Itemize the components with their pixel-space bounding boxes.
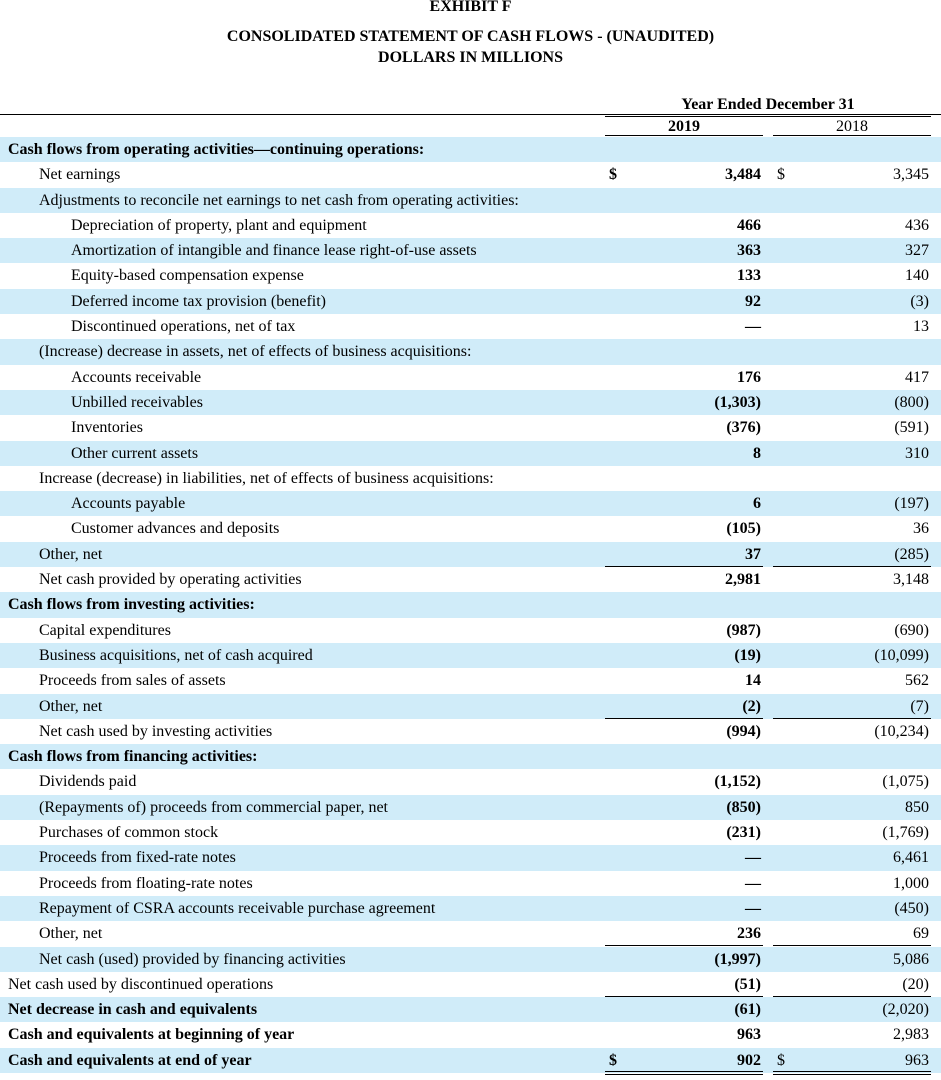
value-2019: 902 xyxy=(737,1051,761,1069)
table-row xyxy=(0,820,941,845)
total-double-rule xyxy=(605,1071,763,1075)
value-2018: (10,234) xyxy=(874,722,929,740)
table-row xyxy=(0,896,941,921)
period-header: Year Ended December 31 xyxy=(681,96,855,113)
table-row xyxy=(0,719,941,744)
statement-title: CONSOLIDATED STATEMENT OF CASH FLOWS - (UNAUDITED) xyxy=(226,28,715,45)
value-2018: 140 xyxy=(905,267,929,285)
value-2019: — xyxy=(745,899,761,917)
table-row xyxy=(0,491,941,516)
value-2018: (1,075) xyxy=(882,773,929,791)
currency-symbol-2019: $ xyxy=(609,1051,617,1069)
row-label: Customer advances and deposits xyxy=(71,520,280,538)
exhibit-label: EXHIBIT F xyxy=(429,0,512,15)
table-row xyxy=(0,213,941,238)
row-label: Inventories xyxy=(71,419,143,437)
table-row xyxy=(0,668,941,693)
row-label: Net earnings xyxy=(39,166,121,184)
row-label: Adjustments to reconcile net earnings to net cash from operating activities: xyxy=(39,191,519,209)
value-2018: (10,099) xyxy=(874,646,929,664)
value-2018: (450) xyxy=(894,899,929,917)
row-label: Cash flows from financing activities: xyxy=(8,748,258,766)
row-label: Accounts payable xyxy=(71,495,186,513)
value-2019: 963 xyxy=(737,1026,761,1044)
value-2018: 850 xyxy=(905,798,929,816)
table-row xyxy=(0,441,941,466)
value-2018: (690) xyxy=(894,621,929,639)
table-row xyxy=(0,314,941,339)
row-label: Other current assets xyxy=(71,444,199,462)
table-row xyxy=(0,188,941,213)
table-row xyxy=(0,694,941,719)
table-row xyxy=(0,618,941,643)
value-2018: 327 xyxy=(905,242,929,260)
value-2019: 37 xyxy=(745,545,761,563)
value-2018: 562 xyxy=(905,672,929,690)
value-2019: — xyxy=(745,874,761,892)
row-label: Depreciation of property, plant and equipment xyxy=(71,216,367,234)
table-row xyxy=(0,921,941,946)
value-2019: 176 xyxy=(737,368,761,386)
currency-symbol-2019: $ xyxy=(609,166,617,184)
table-row xyxy=(0,263,941,288)
row-label: Cash flows from operating activities—continuing operations: xyxy=(8,141,425,158)
value-2019: 2,981 xyxy=(725,571,761,589)
row-label: Dividends paid xyxy=(39,773,137,791)
value-2018: (1,769) xyxy=(882,824,929,842)
table-row xyxy=(0,871,941,896)
value-2019: (1,303) xyxy=(714,393,761,411)
currency-symbol-2018: $ xyxy=(777,1051,785,1069)
value-2019: (376) xyxy=(726,419,761,437)
table-row xyxy=(0,845,941,870)
value-2019: 6 xyxy=(753,495,761,513)
value-2019: 466 xyxy=(737,216,761,234)
table-row xyxy=(0,542,941,567)
table-row xyxy=(0,643,941,668)
row-label: Discontinued operations, net of tax xyxy=(71,318,296,336)
row-label: Net decrease in cash and equivalents xyxy=(8,1001,258,1019)
table-row xyxy=(0,466,941,491)
cash-flow-table xyxy=(0,137,941,1073)
value-2019: 3,484 xyxy=(725,166,761,184)
row-label: Other, net xyxy=(39,697,103,715)
value-2018: 2,983 xyxy=(893,1026,929,1044)
row-label: Net cash provided by operating activities xyxy=(39,571,302,589)
row-label: (Increase) decrease in assets, net of effects of business acquisitions: xyxy=(39,343,472,361)
row-label: Equity-based compensation expense xyxy=(71,267,304,285)
row-label: Cash and equivalents at end of year xyxy=(8,1051,252,1069)
row-label: Repayment of CSRA accounts receivable purchase agreement xyxy=(39,899,436,917)
value-2018: 436 xyxy=(905,216,929,234)
value-2018: 1,000 xyxy=(893,874,929,892)
year-2018-header: 2018 xyxy=(836,118,868,135)
value-2019: (19) xyxy=(734,646,761,664)
row-label: Accounts receivable xyxy=(71,368,202,386)
value-2019: 8 xyxy=(753,444,761,462)
table-row xyxy=(0,289,941,314)
value-2018: (197) xyxy=(894,495,929,513)
value-2018: (2,020) xyxy=(882,1001,929,1019)
year-2019-rule xyxy=(605,135,763,136)
row-label: Net cash used by investing activities xyxy=(39,722,273,740)
value-2019: 14 xyxy=(745,672,761,690)
row-label: Unbilled receivables xyxy=(71,393,203,411)
value-2019: (231) xyxy=(726,824,761,842)
value-2018: 3,148 xyxy=(893,571,929,589)
value-2019: (994) xyxy=(726,722,761,740)
row-label: Net cash used by discontinued operations xyxy=(8,975,274,993)
table-row xyxy=(0,137,941,162)
row-label: Other, net xyxy=(39,545,103,563)
row-label: Purchases of common stock xyxy=(39,824,219,842)
value-2019: 133 xyxy=(737,267,761,285)
row-label: Business acquisitions, net of cash acquired xyxy=(39,646,313,664)
table-row xyxy=(0,365,941,390)
row-label: Proceeds from sales of assets xyxy=(39,672,226,690)
value-2019: (1,997) xyxy=(714,950,761,968)
table-row xyxy=(0,238,941,263)
row-label: Amortization of intangible and finance lease right-of-use assets xyxy=(71,242,477,260)
value-2019: 236 xyxy=(737,925,761,943)
value-2018: 963 xyxy=(905,1051,929,1069)
table-row xyxy=(0,390,941,415)
value-2019: (850) xyxy=(726,798,761,816)
value-2018: 310 xyxy=(905,444,929,462)
value-2019: 92 xyxy=(745,292,761,310)
value-2018: 69 xyxy=(913,925,929,943)
table-row xyxy=(0,516,941,541)
row-label: (Repayments of) proceeds from commercial paper, net xyxy=(39,798,388,816)
row-label: Increase (decrease) in liabilities, net of effects of business acquisitions: xyxy=(39,469,494,487)
value-2018: (3) xyxy=(910,292,929,310)
table-row xyxy=(0,592,941,617)
row-label: Net cash (used) provided by financing activities xyxy=(39,950,346,968)
table-row xyxy=(0,339,941,364)
table-row xyxy=(0,1048,941,1073)
row-label: Proceeds from fixed-rate notes xyxy=(39,849,236,867)
row-label: Proceeds from floating-rate notes xyxy=(39,874,253,892)
table-row xyxy=(0,997,941,1022)
value-2018: (591) xyxy=(894,419,929,437)
value-2019: (105) xyxy=(726,520,761,538)
value-2018: (20) xyxy=(902,975,929,993)
total-double-rule xyxy=(773,1071,931,1075)
table-row xyxy=(0,795,941,820)
row-label: Capital expenditures xyxy=(39,621,171,639)
table-row xyxy=(0,744,941,769)
row-label: Deferred income tax provision (benefit) xyxy=(71,292,327,310)
currency-symbol-2018: $ xyxy=(777,166,785,184)
table-row xyxy=(0,1022,941,1047)
table-row xyxy=(0,415,941,440)
value-2018: 5,086 xyxy=(893,950,929,968)
value-2019: — xyxy=(745,849,761,867)
table-row xyxy=(0,567,941,592)
value-2019: (987) xyxy=(726,621,761,639)
row-label: Other, net xyxy=(39,925,103,943)
value-2019: (51) xyxy=(734,975,761,993)
value-2018: (285) xyxy=(894,545,929,563)
value-2018: (7) xyxy=(910,697,929,715)
value-2018: 3,345 xyxy=(893,166,929,184)
year-2018-rule xyxy=(773,135,931,136)
value-2018: 417 xyxy=(905,368,929,386)
value-2019: (2) xyxy=(742,697,761,715)
value-2018: 13 xyxy=(913,318,929,336)
table-row xyxy=(0,947,941,972)
value-2019: (1,152) xyxy=(714,773,761,791)
period-header-rule xyxy=(605,116,931,117)
value-2019: 363 xyxy=(737,242,761,260)
table-row xyxy=(0,972,941,997)
value-2019: — xyxy=(745,318,761,336)
value-2018: 6,461 xyxy=(893,849,929,867)
year-2019-header: 2019 xyxy=(668,118,700,135)
table-row xyxy=(0,162,941,187)
header-top-rule xyxy=(0,114,941,115)
row-label: Cash flows from investing activities: xyxy=(8,596,255,614)
value-2018: (800) xyxy=(894,393,929,411)
statement-subtitle: DOLLARS IN MILLIONS xyxy=(378,49,563,66)
value-2019: (61) xyxy=(734,1001,761,1019)
table-row xyxy=(0,769,941,794)
value-2018: 36 xyxy=(913,520,929,538)
row-label: Cash and equivalents at beginning of year xyxy=(8,1026,295,1044)
